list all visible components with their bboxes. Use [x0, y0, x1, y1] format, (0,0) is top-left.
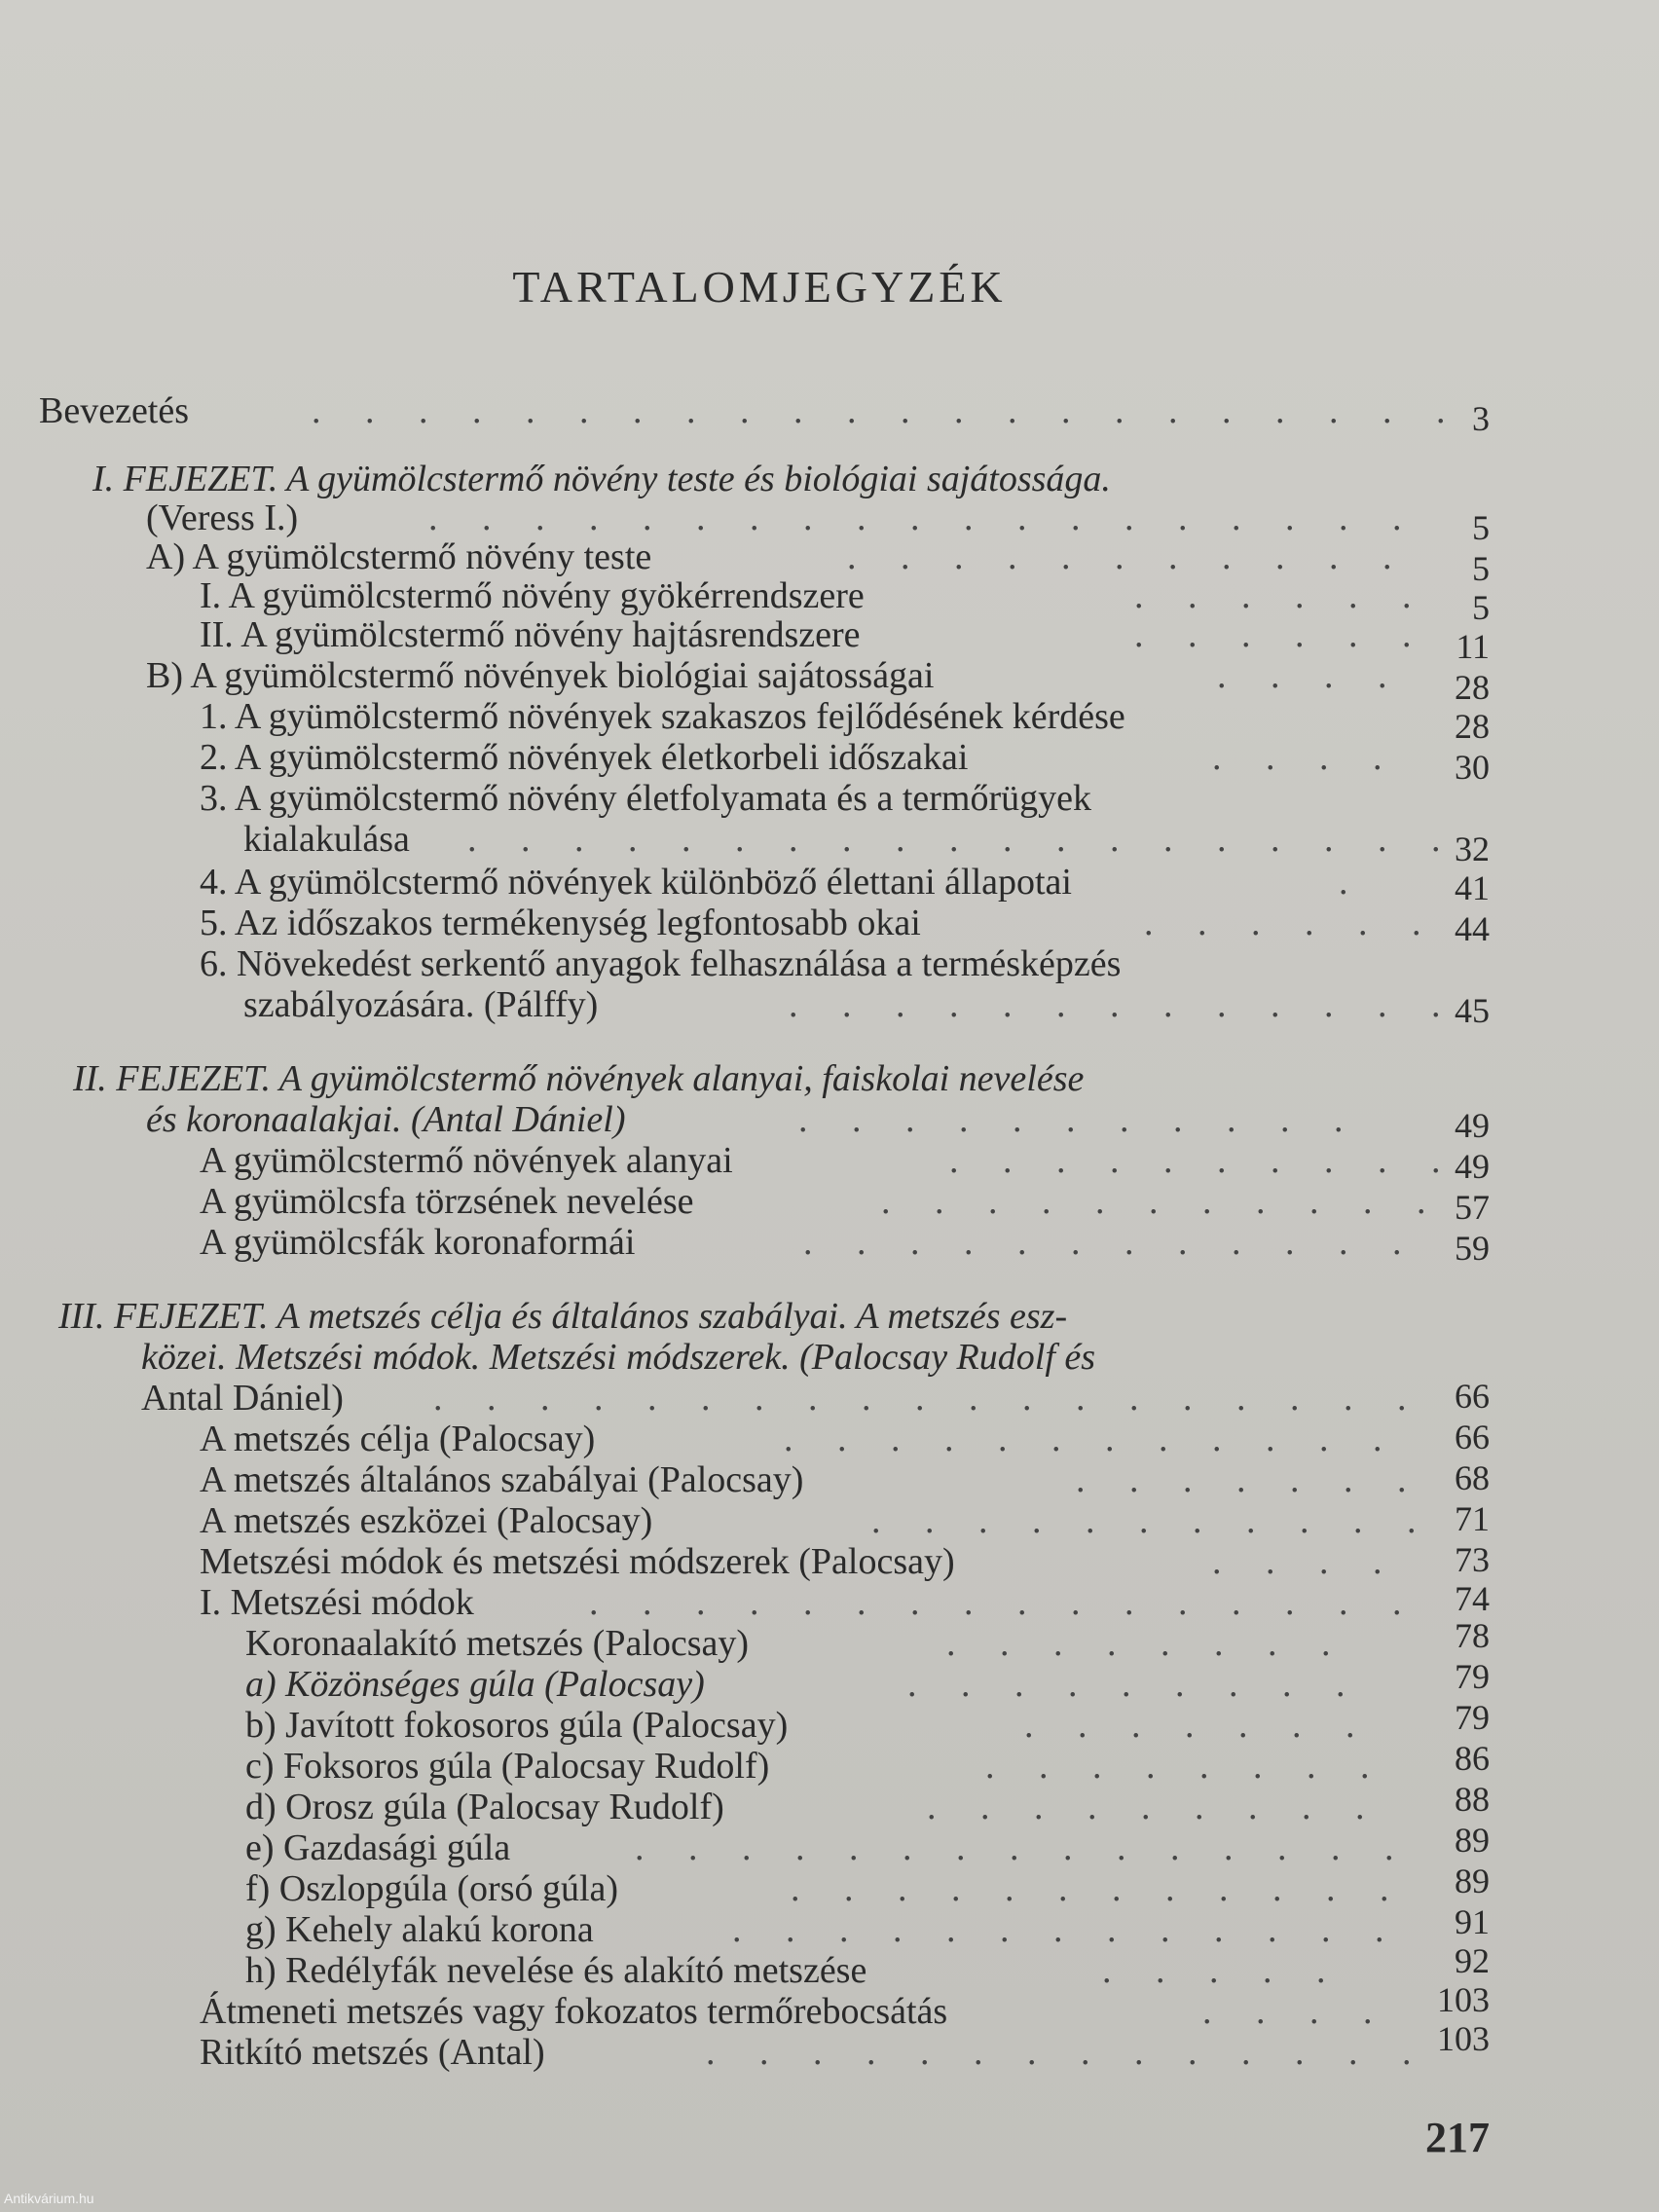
- dot-leader: . . . . . . . . . . . . . . . . . . .: [428, 498, 1419, 538]
- entry-text: 2. A gyümölcstermő növények életkorbeli időszakai: [200, 737, 969, 778]
- entry-page: 5: [1472, 508, 1490, 547]
- entry-text: 1. A gyümölcstermő növények szakaszos fejlődésének kérdése: [200, 696, 1125, 737]
- dot-leader: . . . . . .: [1134, 575, 1429, 616]
- dot-leader: . . . . . . . . . . .: [798, 1099, 1361, 1140]
- entry-page: 41: [1455, 868, 1490, 907]
- entry-page: 92: [1455, 1941, 1490, 1980]
- entry-page: 57: [1455, 1188, 1490, 1227]
- entry-text: közei. Metszési módok. Metszési módszerek. (Palocsay Rudolf és: [141, 1337, 1096, 1378]
- entry-page: 30: [1455, 748, 1490, 787]
- dot-leader: . . . . . . . . . . . . . . . . . . .: [433, 1378, 1424, 1419]
- entry-page: 3: [1472, 399, 1490, 438]
- entry-text: 5. Az időszakos termékenység legfontosabb okai: [200, 903, 921, 943]
- dot-leader: . . . . . . . . . . . .: [803, 1222, 1419, 1263]
- entry-text: d) Orosz gúla (Palocsay Rudolf): [245, 1787, 724, 1827]
- entry-text: I. FEJEZET. A gyümölcstermő növény teste és biológiai sajátossága.: [92, 459, 1111, 499]
- entry-page: 66: [1455, 1418, 1490, 1456]
- entry-text: Antal Dániel): [141, 1378, 344, 1419]
- entry-text: g) Kehely alakú korona: [245, 1909, 594, 1950]
- entry-text: B) A gyümölcstermő növények biológiai sajátosságai: [146, 655, 935, 696]
- entry-page: 79: [1455, 1657, 1490, 1696]
- entry-text: 3. A gyümölcstermő növény életfolyamata és a termőrügyek: [200, 778, 1091, 819]
- entry-page: 5: [1472, 549, 1490, 588]
- entry-page: 49: [1455, 1147, 1490, 1186]
- entry-text: II. A gyümölcstermő növény hajtásrendszere: [200, 614, 861, 655]
- dot-leader: . . . . . . . . . . . . . . . .: [589, 1582, 1419, 1623]
- entry-page: 32: [1455, 830, 1490, 868]
- dot-leader: . . . . . . . . . . . . .: [732, 1909, 1402, 1950]
- dot-leader: . . . . . . . .: [985, 1746, 1387, 1787]
- entry-page: 79: [1455, 1698, 1490, 1737]
- entry-text: f) Oszlopgúla (orsó gúla): [245, 1868, 619, 1909]
- entry-text: A metszés célja (Palocsay): [200, 1419, 596, 1459]
- entry-text: c) Foksoros gúla (Palocsay Rudolf): [245, 1746, 770, 1787]
- entry-text: A) A gyümölcstermő növény teste: [146, 536, 652, 577]
- entry-page: 5: [1472, 588, 1490, 627]
- entry-page: 45: [1455, 991, 1490, 1030]
- entry-page: 71: [1455, 1499, 1490, 1538]
- entry-text: I. Metszési módok: [200, 1582, 474, 1623]
- dot-leader: . . . . . . . . . . . .: [791, 1868, 1407, 1909]
- dot-leader: . . . . . .: [1144, 903, 1439, 943]
- entry-text: A gyümölcsfák koronaformái: [200, 1222, 636, 1263]
- entry-text: h) Redélyfák nevelése és alakító metszése: [245, 1950, 867, 1991]
- dot-leader: . . . . . . . . .: [907, 1664, 1363, 1705]
- dot-leader: . . . .: [1212, 1541, 1400, 1582]
- entry-text: Átmeneti metszés vagy fokozatos termőrebocsátás: [200, 1991, 948, 2032]
- dot-leader: .: [1339, 862, 1366, 903]
- dot-leader: . . . .: [1212, 737, 1400, 778]
- entry-page: 88: [1455, 1780, 1490, 1819]
- entry-page: 73: [1455, 1540, 1490, 1579]
- entry-page: 91: [1455, 1902, 1490, 1941]
- entry-text: Ritkító metszés (Antal): [200, 2032, 545, 2073]
- entry-page: 103: [1437, 1980, 1490, 2019]
- entry-page: 86: [1455, 1739, 1490, 1778]
- dot-leader: . . . . . . . . .: [927, 1787, 1382, 1827]
- dot-leader: . . . . . . . .: [946, 1623, 1348, 1664]
- dot-leader: . . . . . . . . . . .: [847, 536, 1410, 577]
- entry-text: III. FEJEZET. A metszés célja és általános szabályai. A metszés esz-: [58, 1296, 1068, 1337]
- watermark: Antikvárium.hu: [4, 2191, 94, 2206]
- entry-text: I. A gyümölcstermő növény gyökérrendszere: [200, 575, 865, 616]
- entry-page: 78: [1455, 1616, 1490, 1655]
- entry-page: 68: [1455, 1458, 1490, 1497]
- entry-text: Bevezetés: [39, 390, 190, 431]
- entry-text: Koronaalakító metszés (Palocsay): [245, 1623, 750, 1664]
- entry-text: 4. A gyümölcstermő növények különböző élettani állapotai: [200, 862, 1072, 903]
- dot-leader: . . . . .: [1102, 1950, 1344, 1991]
- dot-leader: . . . . . . . . . . . .: [784, 1419, 1400, 1459]
- entry-text: II. FEJEZET. A gyümölcstermő növények alanyai, faiskolai nevelése: [73, 1058, 1085, 1099]
- page-number: 217: [1425, 2114, 1490, 2161]
- dot-leader: . . . . . . .: [1076, 1459, 1424, 1500]
- entry-text: Metszési módok és metszési módszerek (Palocsay): [200, 1541, 955, 1582]
- entry-text: A metszés eszközei (Palocsay): [200, 1500, 653, 1541]
- dot-leader: . . . .: [1217, 655, 1405, 696]
- dot-leader: . . . . . . . . . . . . . . . . . . . . . .: [312, 390, 1463, 431]
- entry-page: 49: [1455, 1106, 1490, 1145]
- entry-text: e) Gazdasági gúla: [245, 1827, 511, 1868]
- entry-text: A gyümölcstermő növények alanyai: [200, 1140, 733, 1181]
- entry-text: kialakulása: [243, 819, 410, 860]
- entry-text: és koronaalakjai. (Antal Dániel): [146, 1099, 626, 1140]
- entry-page: 44: [1455, 909, 1490, 948]
- entry-text: A gyümölcsfa törzsének nevelése: [200, 1181, 694, 1222]
- entry-page: 74: [1455, 1579, 1490, 1618]
- entry-page: 89: [1455, 1821, 1490, 1860]
- dot-leader: . . . . . . . . . . . . .: [789, 984, 1458, 1025]
- dot-leader: . . . . . . . . . . . . . .: [706, 2032, 1429, 2073]
- entry-text: b) Javított fokosoros gúla (Palocsay): [245, 1705, 789, 1746]
- entry-page: 11: [1456, 627, 1490, 666]
- entry-text: 6. Növekedést serkentő anyagok felhasználása a termésképzés: [200, 943, 1122, 984]
- page-title: TARTALOMJEGYZÉK: [512, 262, 1007, 312]
- dot-leader: . . . . . . . . . . .: [881, 1181, 1444, 1222]
- dot-leader: . . . .: [1202, 1991, 1390, 2032]
- entry-page: 28: [1455, 707, 1490, 746]
- entry-page: 89: [1455, 1862, 1490, 1900]
- dot-leader: . . . . . . . . . . .: [871, 1500, 1434, 1541]
- entry-text: a) Közönséges gúla (Palocsay): [245, 1664, 705, 1705]
- dot-leader: . . . . . . . . . . . . . . . . . . .: [467, 819, 1458, 860]
- entry-page: 28: [1455, 668, 1490, 707]
- dot-leader: . . . . . . . . . . . . . . .: [635, 1827, 1412, 1868]
- dot-leader: . . . . . . .: [1024, 1705, 1373, 1746]
- entry-page: 103: [1437, 2019, 1490, 2058]
- entry-page: 59: [1455, 1229, 1490, 1268]
- entry-text: szabályozására. (Pálffy): [243, 984, 599, 1025]
- dot-leader: . . . . . .: [1134, 614, 1429, 655]
- entry-text: A metszés általános szabályai (Palocsay): [200, 1459, 804, 1500]
- entry-text: (Veress I.): [146, 498, 299, 538]
- dot-leader: . . . . . . . . . .: [949, 1140, 1458, 1181]
- entry-page: 66: [1455, 1377, 1490, 1416]
